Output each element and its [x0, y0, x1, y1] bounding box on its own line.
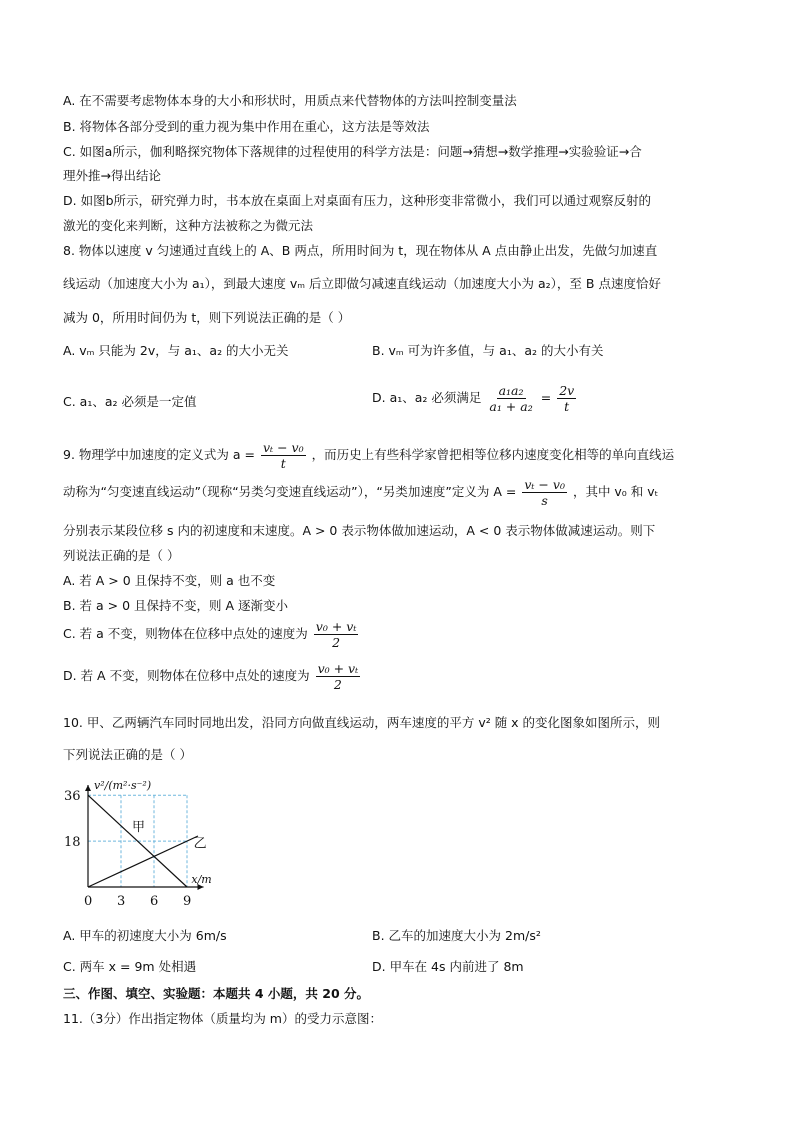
q8-option-d — [372, 383, 578, 414]
section-3-heading: 三、作图、填空、实验题：本题共 4 小题，共 20 分。 — [63, 986, 370, 1001]
q9-stem-line3: 分别表示某段位移 s 内的初速度和末速度。A > 0 表示物体做加速运动，A < 0 表示物体做减速运动。则下 — [63, 523, 656, 538]
y-axis-label: v²/(m²·s⁻²) — [94, 779, 152, 792]
q11-stem: 11.（3分）作出指定物体（质量均为 m）的受力示意图： — [63, 1011, 382, 1026]
q9-text: 9. 物理学中加速度的定义式为 a = — [63, 447, 255, 462]
q7-option-c-line1: C. 如图a所示，伽利略探究物体下落规律的过程使用的科学方法是：问题→猜想→数学推理→实验验证→合 — [63, 144, 642, 159]
q8-stem-line2: 线运动（加速度大小为 a₁），到最大速度 vₘ 后立即做匀减速直线运动（加速度大小为 a₂），至 B 点速度恰好 — [63, 276, 661, 291]
fraction-denominator: 2 — [332, 635, 341, 650]
q9-text: 动称为“匀变速直线运动”（现称“另类匀变速直线运动”），“另类加速度”定义为 A = — [63, 484, 517, 499]
y-axis-arrow-icon — [85, 785, 91, 791]
q9-stem-line1 — [63, 440, 674, 471]
q7-option-b: B. 将物体各部分受到的重力视为集中作用在重心，这方法是等效法 — [63, 119, 430, 134]
v2-x-chart — [58, 770, 238, 910]
q10-option-a: A. 甲车的初速度大小为 6m/s — [63, 928, 227, 943]
x-axis-label: x/m — [191, 873, 212, 886]
q9-option-d-fraction — [316, 661, 361, 692]
q7-option-a: A. 在不需要考虑物体本身的大小和形状时，用质点来代替物体的方法叫控制变量法 — [63, 93, 517, 108]
fraction-numerator: vₜ − v₀ — [524, 477, 565, 492]
q10-stem-line2: 下列说法正确的是（ ） — [63, 747, 192, 762]
q8-option-b: B. vₘ 可为许多值，与 a₁、a₂ 的大小有关 — [372, 343, 604, 358]
q10-option-b: B. 乙车的加速度大小为 2m/s² — [372, 928, 541, 943]
q7-option-d-line2: 激光的变化来判断，这种方法被称之为微元法 — [63, 218, 314, 233]
fraction-denominator: 2 — [333, 677, 342, 692]
q9-other-accel-fraction — [522, 477, 567, 508]
q8-option-a: A. vₘ 只能为 2v，与 a₁、a₂ 的大小无关 — [63, 343, 289, 358]
q9-option-c-fraction — [314, 619, 359, 650]
q9-stem-line4: 列说法正确的是（ ） — [63, 548, 180, 563]
series-line-yi — [88, 836, 198, 887]
q9-option-d-text: D. 若 A 不变，则物体在位移中点处的速度为 — [63, 668, 310, 683]
q9-option-c — [63, 619, 360, 650]
x-tick-label: 9 — [183, 894, 192, 909]
fraction-denominator: s — [541, 493, 548, 508]
x-tick-label: 3 — [117, 894, 126, 909]
q8-option-d-fraction — [487, 383, 534, 414]
q9-text: ，而历史上有些科学家曾把相等位移内速度变化相等的单向直线运 — [311, 447, 675, 462]
q10-option-c: C. 两车 x = 9m 处相遇 — [63, 959, 197, 974]
q9-option-c-text: C. 若 a 不变，则物体在位移中点处的速度为 — [63, 626, 308, 641]
q9-option-d — [63, 661, 362, 692]
y-tick-label: 18 — [64, 835, 81, 851]
q9-option-b: B. 若 a > 0 且保持不变，则 A 逐渐变小 — [63, 598, 289, 613]
fraction-denominator: t — [564, 399, 570, 414]
series-label-yi: 乙 — [193, 836, 207, 852]
q10-stem-line1: 10. 甲、乙两辆汽车同时同地出发，沿同方向做直线运动，两车速度的平方 v² 随 x 的变化图象如图所示，则 — [63, 715, 661, 730]
equals-sign: = — [540, 390, 552, 405]
x-tick-label: 6 — [150, 894, 159, 909]
fraction-denominator: a₁ + a₂ — [489, 399, 533, 414]
q9-stem-line2 — [63, 477, 658, 508]
y-tick-label: 36 — [64, 789, 81, 805]
fraction-numerator: v₀ + vₜ — [315, 619, 357, 634]
q10-option-d: D. 甲车在 4s 内前进了 8m — [372, 959, 524, 974]
series-label-jia: 甲 — [132, 819, 146, 835]
q9-accel-fraction — [261, 440, 306, 471]
fraction-numerator: v₀ + vₜ — [317, 661, 359, 676]
q7-option-c-line2: 理外推→得出结论 — [63, 168, 161, 183]
fraction-numerator: vₜ − v₀ — [262, 440, 304, 455]
q8-stem-line1: 8. 物体以速度 v 匀速通过直线上的 A、B 两点，所用时间为 t，现在物体从 A 点由静止出发，先做匀加速直 — [63, 243, 658, 258]
q7-option-d-line1: D. 如图b所示，研究弹力时，书本放在桌面上对桌面有压力，这种形变非常微小，我们可以通过观察反射的 — [63, 193, 652, 208]
q9-text: ，其中 v₀ 和 vₜ — [572, 484, 659, 499]
q8-stem-line3: 减为 0，所用时间仍为 t，则下列说法正确的是（ ） — [63, 310, 351, 325]
series-line-jia — [88, 795, 187, 887]
fraction-denominator: t — [280, 456, 286, 471]
q8-option-d-rhs-fraction — [557, 383, 576, 414]
q8-option-c: C. a₁、a₂ 必须是一定值 — [63, 394, 197, 409]
fraction-numerator: a₁a₂ — [498, 383, 524, 398]
fraction-numerator: 2v — [559, 383, 575, 398]
x-tick-label: 0 — [84, 894, 93, 909]
q8-option-d-text: D. a₁、a₂ 必须满足 — [372, 390, 482, 405]
q9-option-a: A. 若 A > 0 且保持不变，则 a 也不变 — [63, 573, 276, 588]
